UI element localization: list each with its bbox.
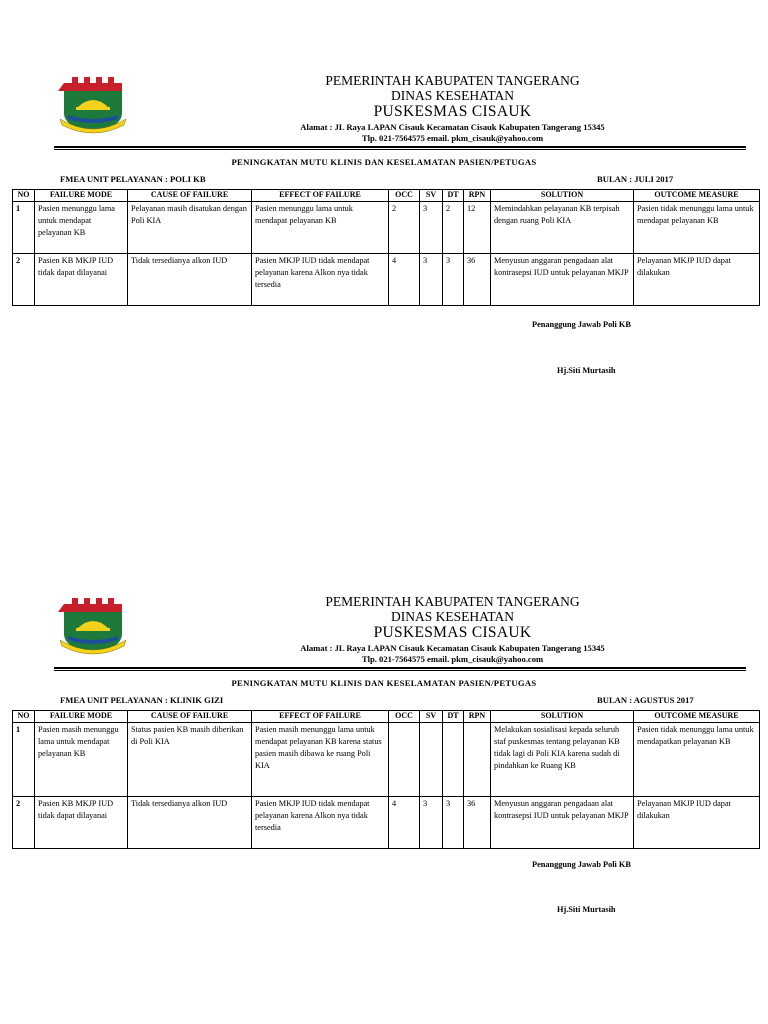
col-header: SV <box>420 190 443 202</box>
cell-no: 1 <box>13 202 35 254</box>
unit-label: FMEA UNIT PELAYANAN : KLINIK GIZI <box>60 695 224 705</box>
cell-dt: 3 <box>443 254 464 306</box>
cell-outcome: Pasien tidak menunggu lama untuk mendapatkan pelayanan KB <box>634 723 760 797</box>
col-header: OUTCOME MEASURE <box>634 190 760 202</box>
cell-dt: 2 <box>443 202 464 254</box>
cell-sv <box>420 723 443 797</box>
responsible-title: Penanggung Jawab Poli KB <box>532 860 631 869</box>
col-header: NO <box>13 711 35 723</box>
document-subtitle: PENINGKATAN MUTU KLINIS DAN KESELAMATAN PASIEN/PETUGAS <box>231 678 537 688</box>
cell-rpn <box>464 723 491 797</box>
cell-occ <box>389 723 420 797</box>
col-header: DT <box>443 190 464 202</box>
tangerang-crest-icon <box>58 594 128 658</box>
col-header: RPN <box>464 711 491 723</box>
cell-rpn: 36 <box>464 254 491 306</box>
letterhead-rule-thick <box>54 667 746 669</box>
cell-no: 1 <box>13 723 35 797</box>
cell-failure-mode: Pasien KB MKJP IUD tidak dapat dilayanai <box>35 797 128 849</box>
letterhead-rule-thin <box>54 149 746 150</box>
signatory-name: Hj.Siti Murtasih <box>557 366 616 375</box>
letterhead-line2: DINAS KESEHATAN <box>390 88 515 103</box>
letterhead-line3: PUSKESMAS CISAUK <box>373 103 532 120</box>
table-row <box>13 254 760 306</box>
col-header: DT <box>443 711 464 723</box>
cell-cause: Pelayanan masih disatukan dengan Poli KIA <box>128 202 252 254</box>
cell-cause: Tidak tersedianya alkon IUD <box>128 254 252 306</box>
cell-sv: 3 <box>420 202 443 254</box>
cell-rpn: 12 <box>464 202 491 254</box>
cell-outcome: Pasien tidak menunggu lama untuk mendapat pelayanan KB <box>634 202 760 254</box>
month-label: BULAN : JULI 2017 <box>597 174 674 184</box>
cell-solution: Menyusun anggaran pengadaan alat kontrasepsi IUD untuk pelayanan MKJP <box>491 254 634 306</box>
col-header: OCC <box>389 711 420 723</box>
col-header: OCC <box>389 190 420 202</box>
cell-outcome: Pelayanan MKJP IUD dapat dilakukan <box>634 254 760 306</box>
col-header: OUTCOME MEASURE <box>634 711 760 723</box>
tangerang-crest-icon <box>58 73 128 137</box>
col-header: NO <box>13 190 35 202</box>
col-header: SOLUTION <box>491 190 634 202</box>
cell-dt: 3 <box>443 797 464 849</box>
letterhead-line1: PEMERINTAH KABUPATEN TANGERANG <box>325 594 580 609</box>
col-header: CAUSE OF FAILURE <box>128 711 252 723</box>
cell-solution: Menyusun anggaran pengadaan alat kontrasepsi IUD untuk pelayanan MKJP <box>491 797 634 849</box>
col-header: EFFECT OF FAILURE <box>252 190 389 202</box>
cell-occ: 4 <box>389 254 420 306</box>
cell-solution: Memindahkan pelayanan KB terpisah dengan ruang Poli KIA <box>491 202 634 254</box>
cell-dt <box>443 723 464 797</box>
col-header: FAILURE MODE <box>35 190 128 202</box>
cell-sv: 3 <box>420 254 443 306</box>
col-header: FAILURE MODE <box>35 711 128 723</box>
col-header: RPN <box>464 190 491 202</box>
col-header: EFFECT OF FAILURE <box>252 711 389 723</box>
cell-rpn: 36 <box>464 797 491 849</box>
cell-occ: 4 <box>389 797 420 849</box>
letterhead-contact: Tlp. 021-7564575 email. pkm_cisauk@yahoo.com <box>361 133 544 143</box>
cell-failure-mode: Pasien masih menunggu lama untuk mendapat pelayanan KB <box>35 723 128 797</box>
letterhead-line1: PEMERINTAH KABUPATEN TANGERANG <box>325 73 580 88</box>
document-subtitle: PENINGKATAN MUTU KLINIS DAN KESELAMATAN PASIEN/PETUGAS <box>231 157 537 167</box>
letterhead-rule-thin <box>54 670 746 671</box>
letterhead-rule-thick <box>54 146 746 148</box>
letterhead-contact: Tlp. 021-7564575 email. pkm_cisauk@yahoo.com <box>361 654 544 664</box>
cell-failure-mode: Pasien menunggu lama untuk mendapat pelayanan KB <box>35 202 128 254</box>
cell-cause: Status pasien KB masih diberikan di Poli KIA <box>128 723 252 797</box>
cell-effect: Pasien MKJP IUD tidak mendapat pelayanan karena Alkon nya tidak tersedia <box>252 797 389 849</box>
cell-occ: 2 <box>389 202 420 254</box>
col-header: CAUSE OF FAILURE <box>128 190 252 202</box>
fmea-table <box>12 710 760 849</box>
month-label: BULAN : AGUSTUS 2017 <box>597 695 694 705</box>
unit-label: FMEA UNIT PELAYANAN : POLI KB <box>60 174 206 184</box>
col-header: SV <box>420 711 443 723</box>
cell-outcome: Pelayanan MKJP IUD dapat dilakukan <box>634 797 760 849</box>
letterhead-line3: PUSKESMAS CISAUK <box>373 624 532 641</box>
letterhead-address: Alamat : JL Raya LAPAN Cisauk Kecamatan Cisauk Kabupaten Tangerang 15345 <box>300 643 605 653</box>
cell-effect: Pasien menunggu lama untuk mendapat pelayanan KB <box>252 202 389 254</box>
table-row <box>13 797 760 849</box>
letterhead-address: Alamat : JL Raya LAPAN Cisauk Kecamatan Cisauk Kabupaten Tangerang 15345 <box>300 122 605 132</box>
signatory-name: Hj.Siti Murtasih <box>557 905 616 914</box>
table-header-row <box>13 190 760 202</box>
cell-no: 2 <box>13 797 35 849</box>
cell-solution: Melakukan sosialisasi kepada seluruh staf puskesmas tentang pelayanan KB tidak lagi di Poli KIA karena sudah di pindahkan ke Ruang KB <box>491 723 634 797</box>
cell-no: 2 <box>13 254 35 306</box>
cell-cause: Tidak tersedianya alkon IUD <box>128 797 252 849</box>
table-header-row <box>13 711 760 723</box>
cell-effect: Pasien MKJP IUD tidak mendapat pelayanan karena Alkon nya tidak tersedia <box>252 254 389 306</box>
table-row <box>13 202 760 254</box>
responsible-title: Penanggung Jawab Poli KB <box>532 320 631 329</box>
col-header: SOLUTION <box>491 711 634 723</box>
table-row <box>13 723 760 797</box>
cell-effect: Pasien masih menunggu lama untuk mendapat pelayanan KB karena status pasien masih dibawa ke ruang Poli KIA <box>252 723 389 797</box>
letterhead-line2: DINAS KESEHATAN <box>390 609 515 624</box>
cell-sv: 3 <box>420 797 443 849</box>
cell-failure-mode: Pasien KB MKJP IUD tidak dapat dilayanai <box>35 254 128 306</box>
fmea-table <box>12 189 760 306</box>
